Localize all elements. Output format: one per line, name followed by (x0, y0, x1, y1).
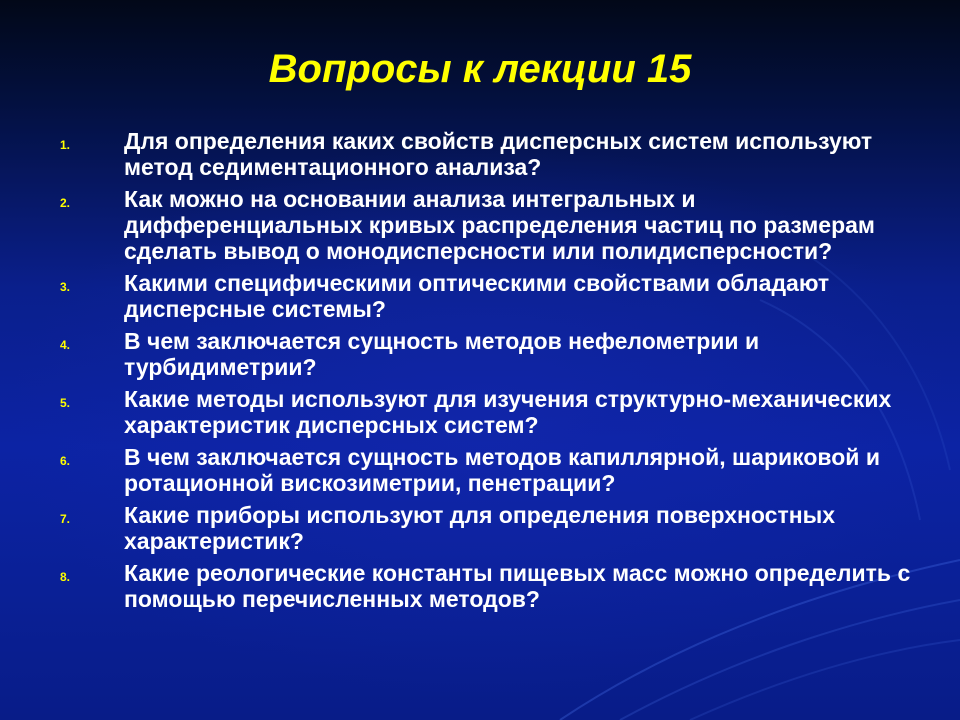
slide-title: Вопросы к лекции 15 (268, 47, 692, 91)
question-text: Как можно на основании анализа интегральных и дифференциальных кривых распределения частиц по размерам сделать вывод о монодисперсности или полидисперсности? (124, 186, 875, 264)
list-item (60, 270, 920, 322)
list-item (60, 386, 920, 438)
list-item (60, 502, 920, 554)
list-item (60, 186, 920, 264)
list-item (60, 444, 920, 496)
question-text: Какими специфическими оптическими свойствами обладают дисперсные системы? (124, 270, 830, 322)
question-number: 6. (60, 454, 71, 468)
question-number: 4. (60, 338, 71, 352)
question-text: Какие методы используют для изучения структурно-механических характеристик дисперсных систем? (124, 386, 892, 438)
question-number: 3. (60, 280, 71, 294)
question-text: В чем заключается сущность методов нефелометрии и турбидиметрии? (124, 328, 760, 380)
question-list (60, 128, 920, 618)
question-text: Для определения каких свойств дисперсных систем используют метод седиментационного анализа? (124, 128, 873, 180)
question-text: Какие приборы используют для определения поверхностных характеристик? (124, 502, 836, 554)
question-number: 8. (60, 570, 71, 584)
list-item (60, 128, 920, 180)
list-item (60, 328, 920, 380)
question-text: В чем заключается сущность методов капиллярной, шариковой и ротационной вискозиметрии, пенетрации? (124, 444, 880, 496)
question-number: 1. (60, 138, 71, 152)
question-number: 5. (60, 396, 71, 410)
question-text: Какие реологические константы пищевых масс можно определить с помощью перечисленных методов? (124, 560, 911, 612)
question-number: 7. (60, 512, 71, 526)
list-item (60, 560, 920, 612)
question-number: 2. (60, 196, 71, 210)
